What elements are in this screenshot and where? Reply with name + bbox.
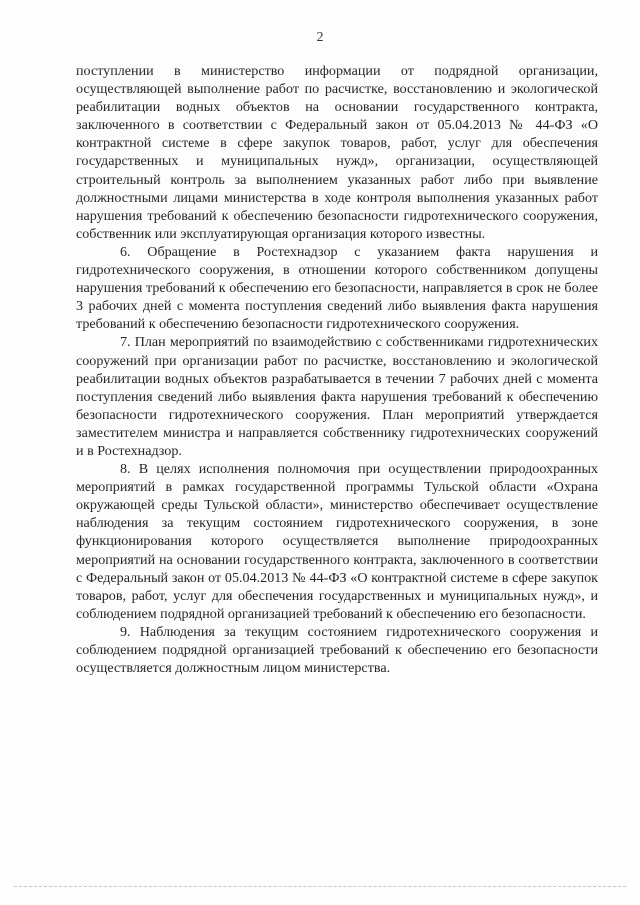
scan-bottom-edge bbox=[14, 886, 626, 887]
paragraph-9: 9. Наблюдения за текущим состоянием гидротехнического сооружения и соблюдением подрядной организацией требований к обеспечению его безопасности осуществляется должностным лицом министерства. bbox=[76, 623, 598, 677]
paragraph-8: 8. В целях исполнения полномочия при осуществлении природоохранных мероприятий в рамках государственной программы Тульской области «Охрана окружающей среды Тульской области», министерство обеспечивает осуществление наблюдения за текущим состоянием гидротехнического сооружения, в зоне функционирования которого осуществляется выполнение природоохранных мероприятий на основании государственного контракта, заключенного в соответствии с Федеральный закон от 05.04.2013 № 44-ФЗ «О контрактной системе в сфере закупок товаров, работ, услуг для обеспечения государственных и муниципальных нужд», и соблюдением подрядной организацией требований к обеспечению его безопасности. bbox=[76, 461, 598, 622]
paragraph-6: 6. Обращение в Ростехнадзор с указанием факта нарушения и гидротехнического сооружения, в отношении которого собственником допущены нарушения требований к обеспечению его безопасности, направляется в срок не более 3 рабочих дней с момента поступления сведений либо выявления факта нарушения требований к обеспечению безопасности гидротехнического сооружения. bbox=[76, 243, 598, 333]
paragraph-continuation: поступлении в министерство информации от подрядной организации, осуществляющей выполнение работ по расчистке, восстановлению и экологической реабилитации водных объектов на основании государственного контракта, заключенного в соответствии с Федеральный закон от 05.04.2013 № 44-ФЗ «О контрактной системе в сфере закупок товаров, работ, услуг для обеспечения государственных и муниципальных нужд», организации, осуществляющей строительный контроль за выполнением указанных работ либо при выявление должностными лицами министерства в ходе контроля выполнения указанных работ нарушения требований к обеспечению безопасности гидротехнического сооружения, собственник или эксплуатирующая организация которого известны. bbox=[76, 63, 598, 242]
document-body bbox=[76, 62, 598, 677]
paragraph-7: 7. План мероприятий по взаимодействию с собственниками гидротехнических сооружений при организации работ по расчистке, восстановлению и экологической реабилитации водных объектов разрабатывается в течении 7 рабочих дней с момента поступления сведений либо выявления факта нарушения требований к обеспечению безопасности гидротехнического сооружения. План мероприятий утверждается заместителем министра и направляется собственнику гидротехнических сооружений и в Ростехнадзор. bbox=[76, 334, 598, 459]
page-number: 2 bbox=[316, 30, 324, 45]
